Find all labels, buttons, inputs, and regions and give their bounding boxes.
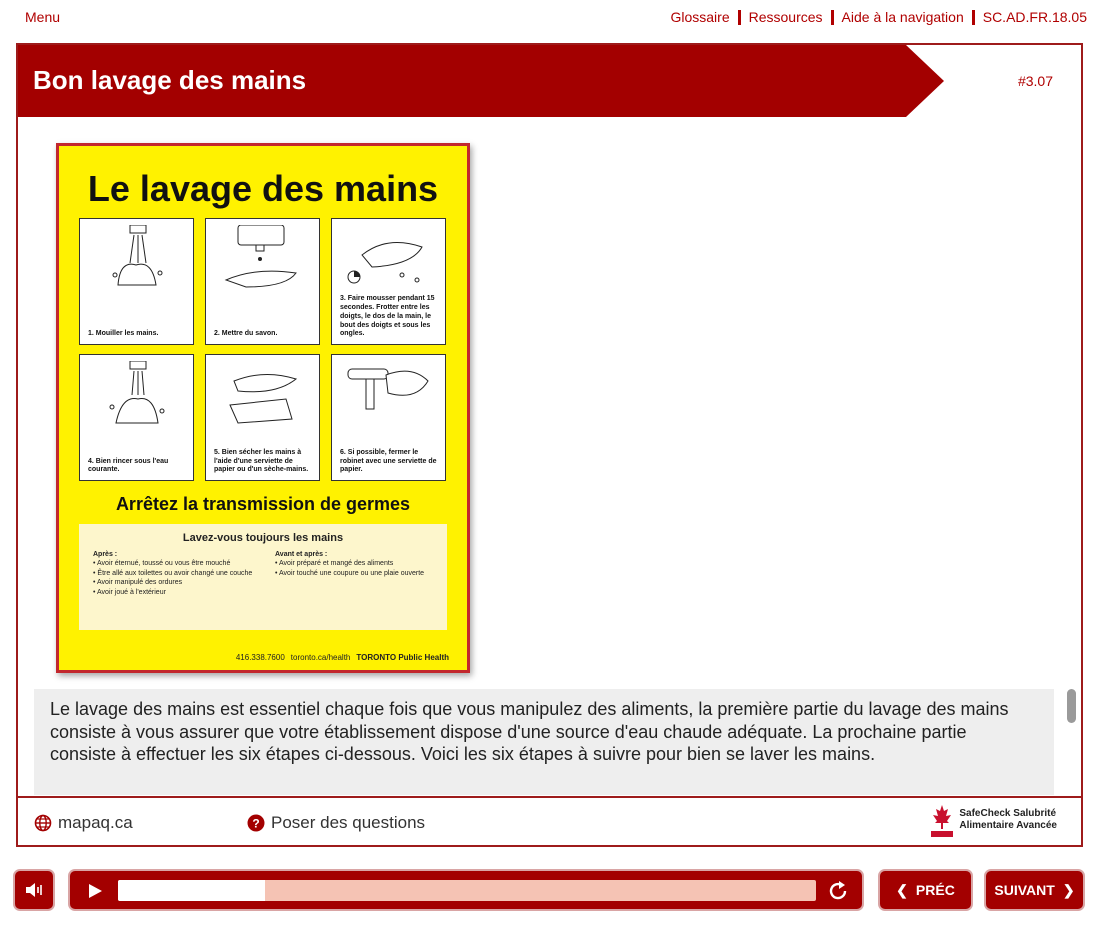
after-heading: Après : [93,551,118,558]
handwashing-poster [56,143,470,673]
step-caption: 4. Bien rincer sous l'eau courante. [88,457,169,474]
replay-icon[interactable] [826,879,850,903]
body-text-panel [34,689,1054,795]
navigation-help-link[interactable]: Aide à la navigation [841,9,964,25]
footer-divider [18,796,1081,798]
poster-step-2 [205,218,320,345]
step-caption: 5. Bien sécher les mains à l'aide d'une serviette de papier ou d'un sèche-mains. [214,448,309,474]
poster-step-5 [205,354,320,481]
mapaq-link-label: mapaq.ca [58,813,133,832]
svg-text:?: ? [252,816,260,831]
link-separator [831,10,834,25]
close-faucet-icon [342,361,437,431]
list-item: • Avoir joué à l'extérieur [93,588,166,596]
ask-questions-label: Poser des questions [271,813,426,832]
logo-line-1: SafeCheck Salubrité [959,808,1057,819]
link-separator [738,10,741,25]
next-button[interactable] [984,869,1085,911]
speaker-icon [24,881,44,899]
link-separator [972,10,975,25]
top-bar [0,0,1099,34]
slide-card [16,43,1083,847]
poster-footer [236,653,449,662]
top-links [670,9,1087,25]
resources-link[interactable]: Ressources [748,9,823,25]
step-caption: 3. Faire mousser pendant 15 secondes. Frotter entre les doigts, le dos de la main, le bout des doigts et sous les ongles. [340,295,435,338]
wash-box-title: Lavez-vous toujours les mains [182,532,344,544]
poster-subtitle: Arrêtez la transmission de germes [115,494,411,514]
menu-link[interactable]: Menu [25,9,61,25]
media-player [68,869,864,911]
toronto-health-logo: TORONTO Public Health [356,653,449,662]
course-code-link[interactable]: SC.AD.FR.18.05 [982,9,1087,25]
previous-label: PRÉC [915,882,955,898]
poster-step-3 [331,218,446,345]
progress-fill [118,880,265,901]
step-caption: 6. Si possible, fermer le robinet avec une serviette de papier. [340,448,437,474]
progress-bar[interactable] [118,880,816,901]
soap-dispenser-icon [216,225,311,295]
poster-phone: 416.338.7600 [235,653,285,662]
step-caption: 1. Mouiller les mains. [88,330,159,338]
chevron-right-icon: ❯ [1062,881,1075,898]
ask-questions-link[interactable] [247,813,425,833]
list-item: • Avoir manipulé des ordures [93,579,183,587]
after-list [93,550,263,597]
maple-leaf-icon [931,803,953,837]
wet-hands-icon [90,225,185,295]
previous-button[interactable] [878,869,973,911]
audio-button[interactable] [13,869,55,911]
lather-hands-icon [342,225,437,295]
logo-line-2: Alimentaire Avancée [959,820,1057,831]
poster-step-4 [79,354,194,481]
text-scrollbar[interactable] [1066,689,1077,795]
list-item: • Avoir préparé et mangé des aliments [275,560,394,568]
poster-step-1 [79,218,194,345]
mapaq-link[interactable] [34,813,133,833]
globe-icon [34,814,52,832]
scrollbar-thumb[interactable] [1067,689,1076,723]
list-item: • Être allé aux toilettes ou avoir changé une couche [93,569,253,577]
before-after-heading: Avant et après : [275,551,328,558]
slide-number: #3.07 [1017,73,1053,89]
poster-website: toronto.ca/health [290,653,351,662]
poster-step-6 [331,354,446,481]
step-caption: 2. Mettre du savon. [214,330,278,338]
play-icon[interactable] [86,882,104,900]
body-text: Le lavage des mains est essentiel chaque fois que vous manipulez des aliments, la première partie du lavage des mains consiste à vous assurer que votre établissement dispose d'une source d'eau chaude adéquate. La prochaine partie consiste à effectuer les six étapes ci-dessous. Voici les six étapes à suivre pour bien se laver les mains. [50,699,1009,764]
question-icon [247,814,265,832]
page-title: Bon lavage des mains [33,65,307,95]
list-item: • Avoir éternué, toussé ou vous être mouché [93,560,231,568]
safecheck-logo [931,803,1057,837]
wash-reminder-box [79,524,447,630]
logo-text [959,808,1057,832]
before-after-list [275,550,435,578]
rinse-hands-icon [90,361,185,431]
next-label: SUIVANT [994,882,1055,898]
chevron-left-icon: ❮ [896,881,908,898]
dry-hands-icon [216,361,311,431]
poster-title: Le lavage des mains [87,168,439,209]
list-item: • Avoir touché une coupure ou une plaie ouverte [275,569,425,577]
glossary-link[interactable]: Glossaire [670,9,730,25]
